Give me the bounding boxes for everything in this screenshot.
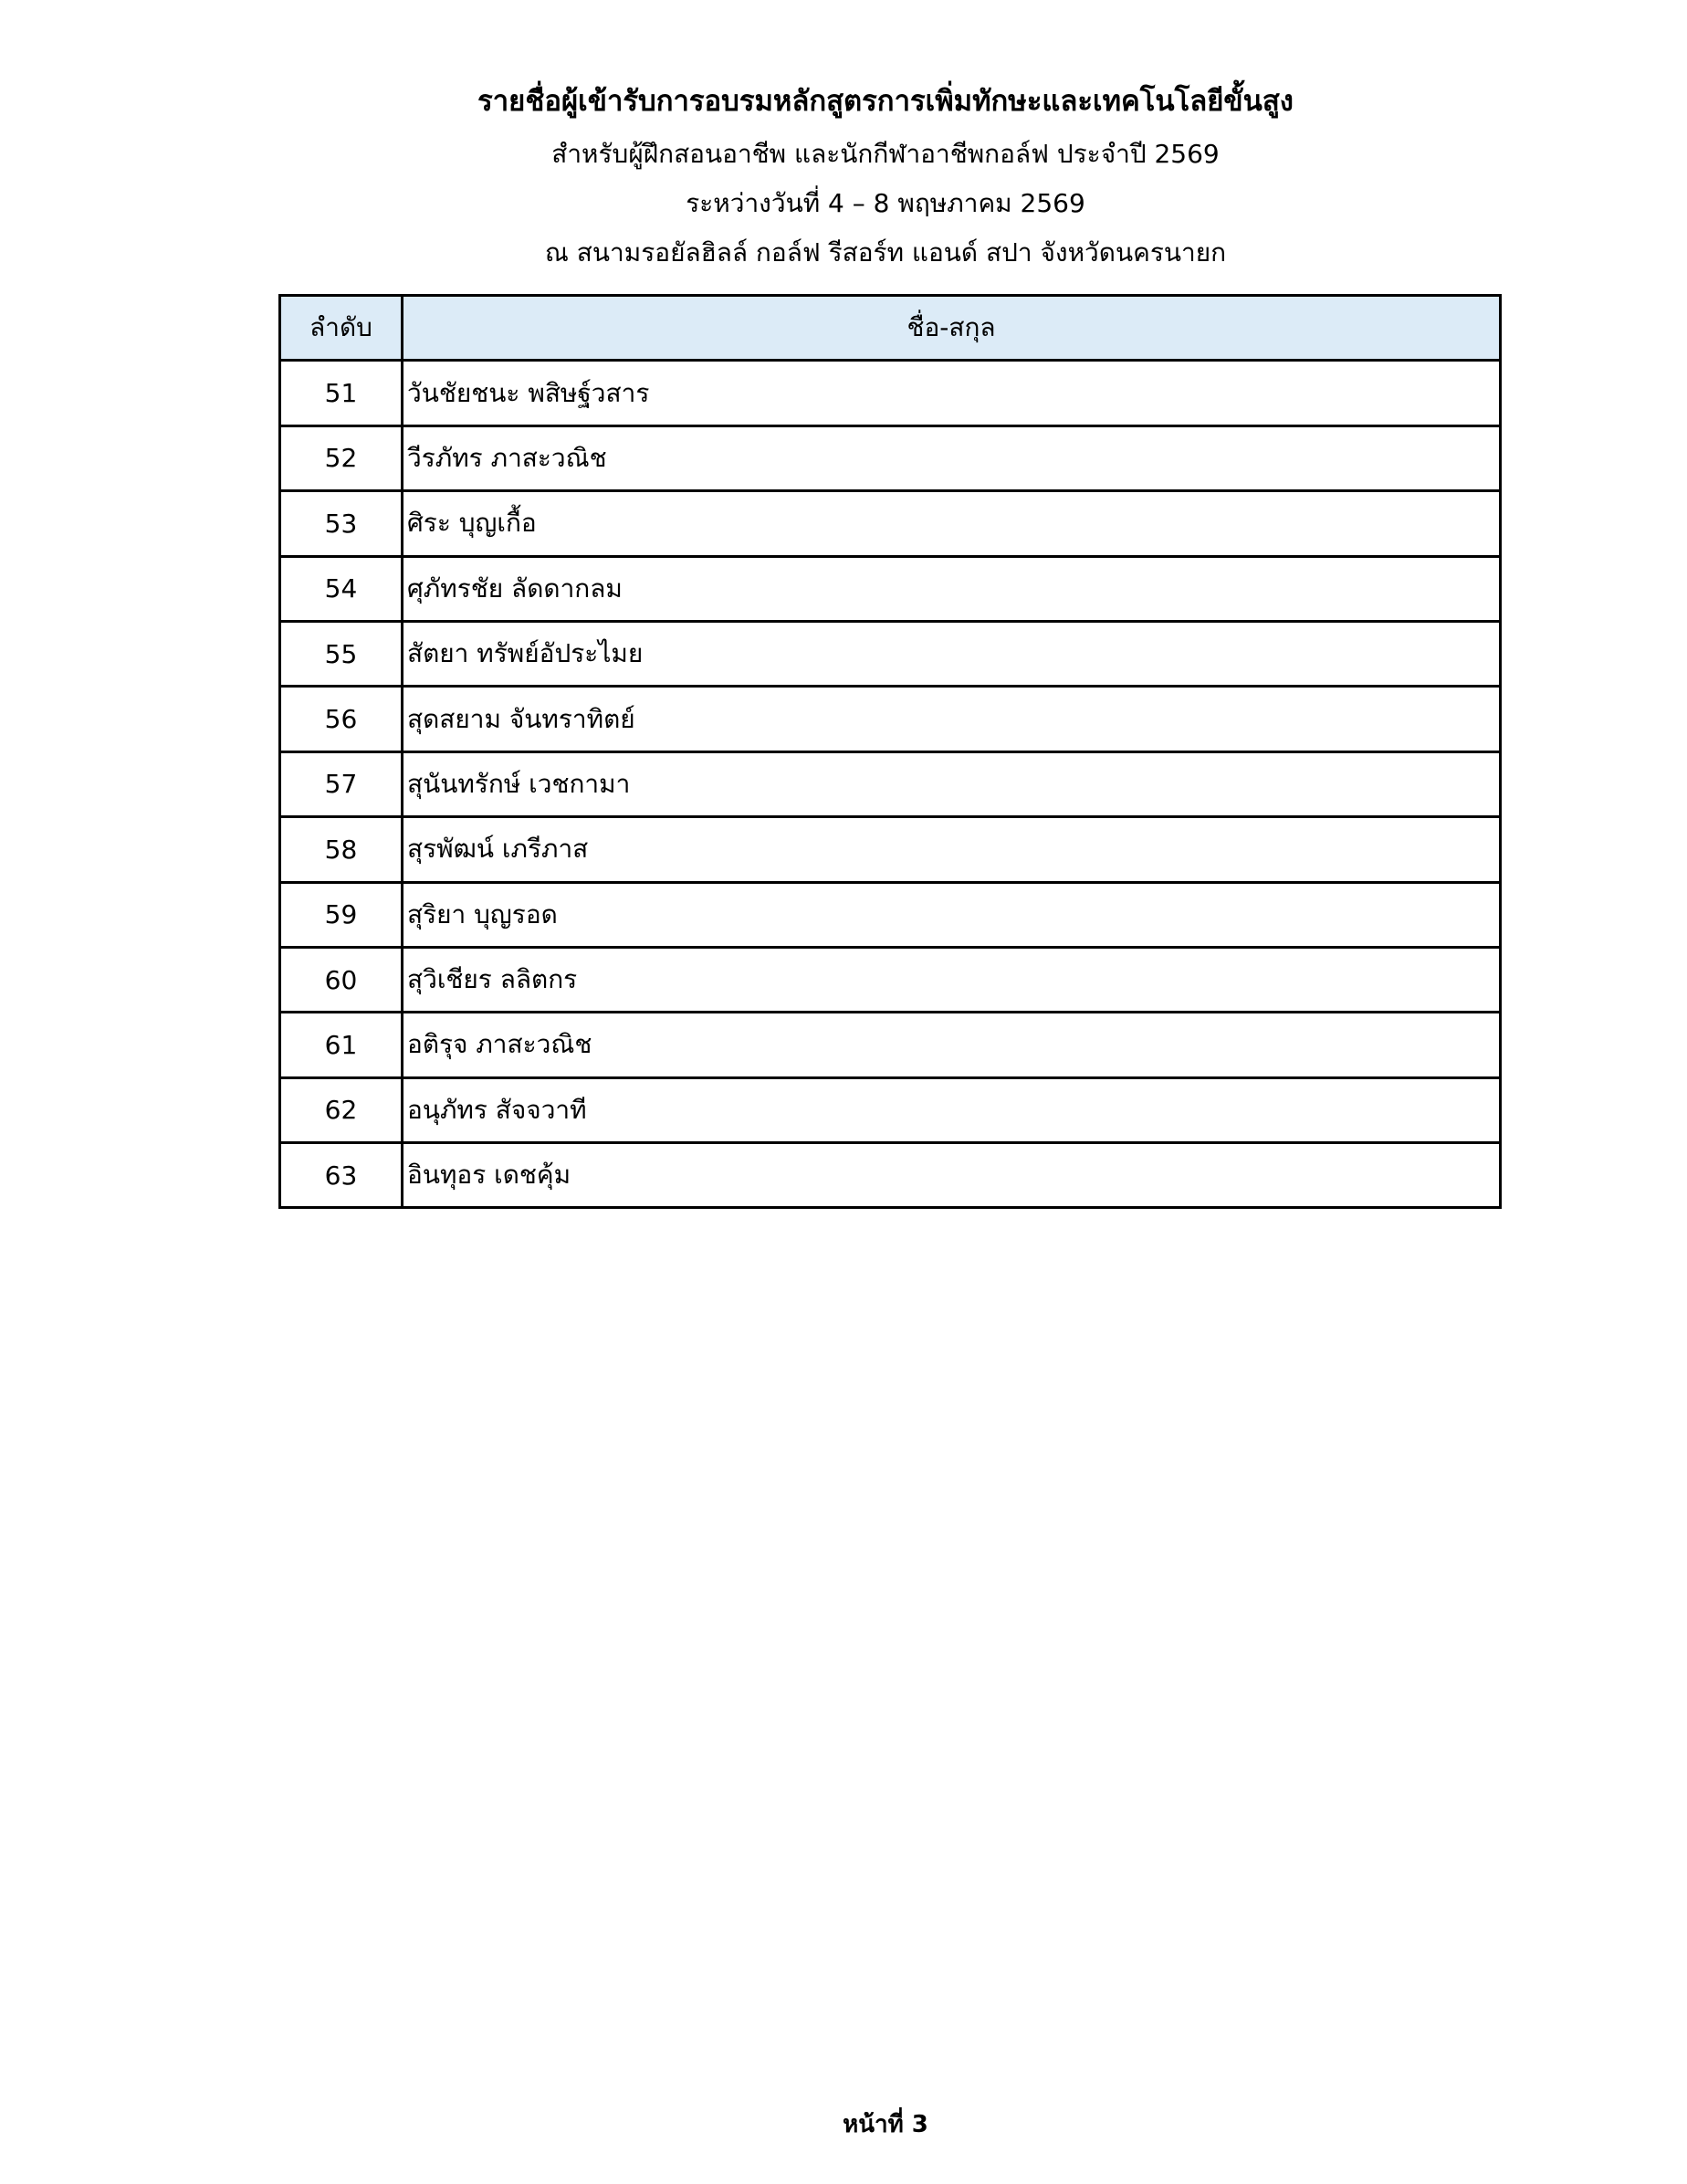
document-subtitle-dates: ระหว่างวันที่ 4 – 8 พฤษภาคม 2569 (686, 188, 1085, 218)
participant-name: สุนันทรักษ์ เวชกามา (403, 751, 1501, 816)
row-number: 62 (280, 1077, 403, 1142)
table-header-row (280, 296, 1501, 361)
document-title: รายชื่อผู้เข้ารับการอบรมหลักสูตรการเพิ่มทักษะและเทคโนโลยีขั้นสูง (477, 85, 1294, 118)
participant-name: วีรภัทร ภาสะวณิช (403, 425, 1501, 490)
table-row (280, 1077, 1501, 1142)
participant-name: อินทุอร เดชคุ้ม (403, 1143, 1501, 1208)
row-number: 53 (280, 491, 403, 556)
row-number: 63 (280, 1143, 403, 1208)
table-row (280, 751, 1501, 816)
participant-name: สุรพัฒน์ เภรีภาส (403, 817, 1501, 882)
participant-name: อติรุจ ภาสะวณิช (403, 1013, 1501, 1077)
table-body (280, 361, 1501, 1208)
row-number: 58 (280, 817, 403, 882)
table-row (280, 817, 1501, 882)
table-row (280, 425, 1501, 490)
participant-name: วันชัยชนะ พสิษฐ์วสาร (403, 361, 1501, 425)
table-header (280, 296, 1501, 361)
table-row (280, 491, 1501, 556)
document-subtitle-audience: สำหรับผู้ฝึกสอนอาชีพ และนักกีฬาอาชีพกอล์ฟ ประจำปี 2569 (551, 139, 1220, 169)
participant-name: สุดสยาม จันทราทิตย์ (403, 687, 1501, 751)
page-number: หน้าที่ 3 (843, 2111, 928, 2138)
table-row (280, 556, 1501, 621)
row-number: 59 (280, 882, 403, 947)
table-row (280, 361, 1501, 425)
row-number: 52 (280, 425, 403, 490)
participant-name: สัตยา ทรัพย์อัประไมย (403, 621, 1501, 686)
row-number: 55 (280, 621, 403, 686)
table-row (280, 621, 1501, 686)
row-number: 56 (280, 687, 403, 751)
table-row (280, 882, 1501, 947)
row-number: 54 (280, 556, 403, 621)
table-row (280, 1143, 1501, 1208)
participant-name: สุวิเชียร ลลิตกร (403, 947, 1501, 1012)
table-row (280, 687, 1501, 751)
table-row (280, 947, 1501, 1012)
participant-name: ศิระ บุญเกื้อ (403, 491, 1501, 556)
row-number: 51 (280, 361, 403, 425)
row-number: 57 (280, 751, 403, 816)
row-number: 60 (280, 947, 403, 1012)
participant-name: อนุภัทร สัจจวาที (403, 1077, 1501, 1142)
column-header-no: ลำดับ (280, 296, 403, 361)
participant-name: ศุภัทรชัย ลัดดากลม (403, 556, 1501, 621)
table-row (280, 1013, 1501, 1077)
document-subtitle-venue: ณ สนามรอยัลฮิลล์ กอล์ฟ รีสอร์ท แอนด์ สปา จังหวัดนครนายก (544, 237, 1227, 268)
row-number: 61 (280, 1013, 403, 1077)
participant-name: สุริยา บุญรอด (403, 882, 1501, 947)
participant-table (278, 294, 1502, 1209)
column-header-name: ชื่อ-สกุล (403, 296, 1501, 361)
